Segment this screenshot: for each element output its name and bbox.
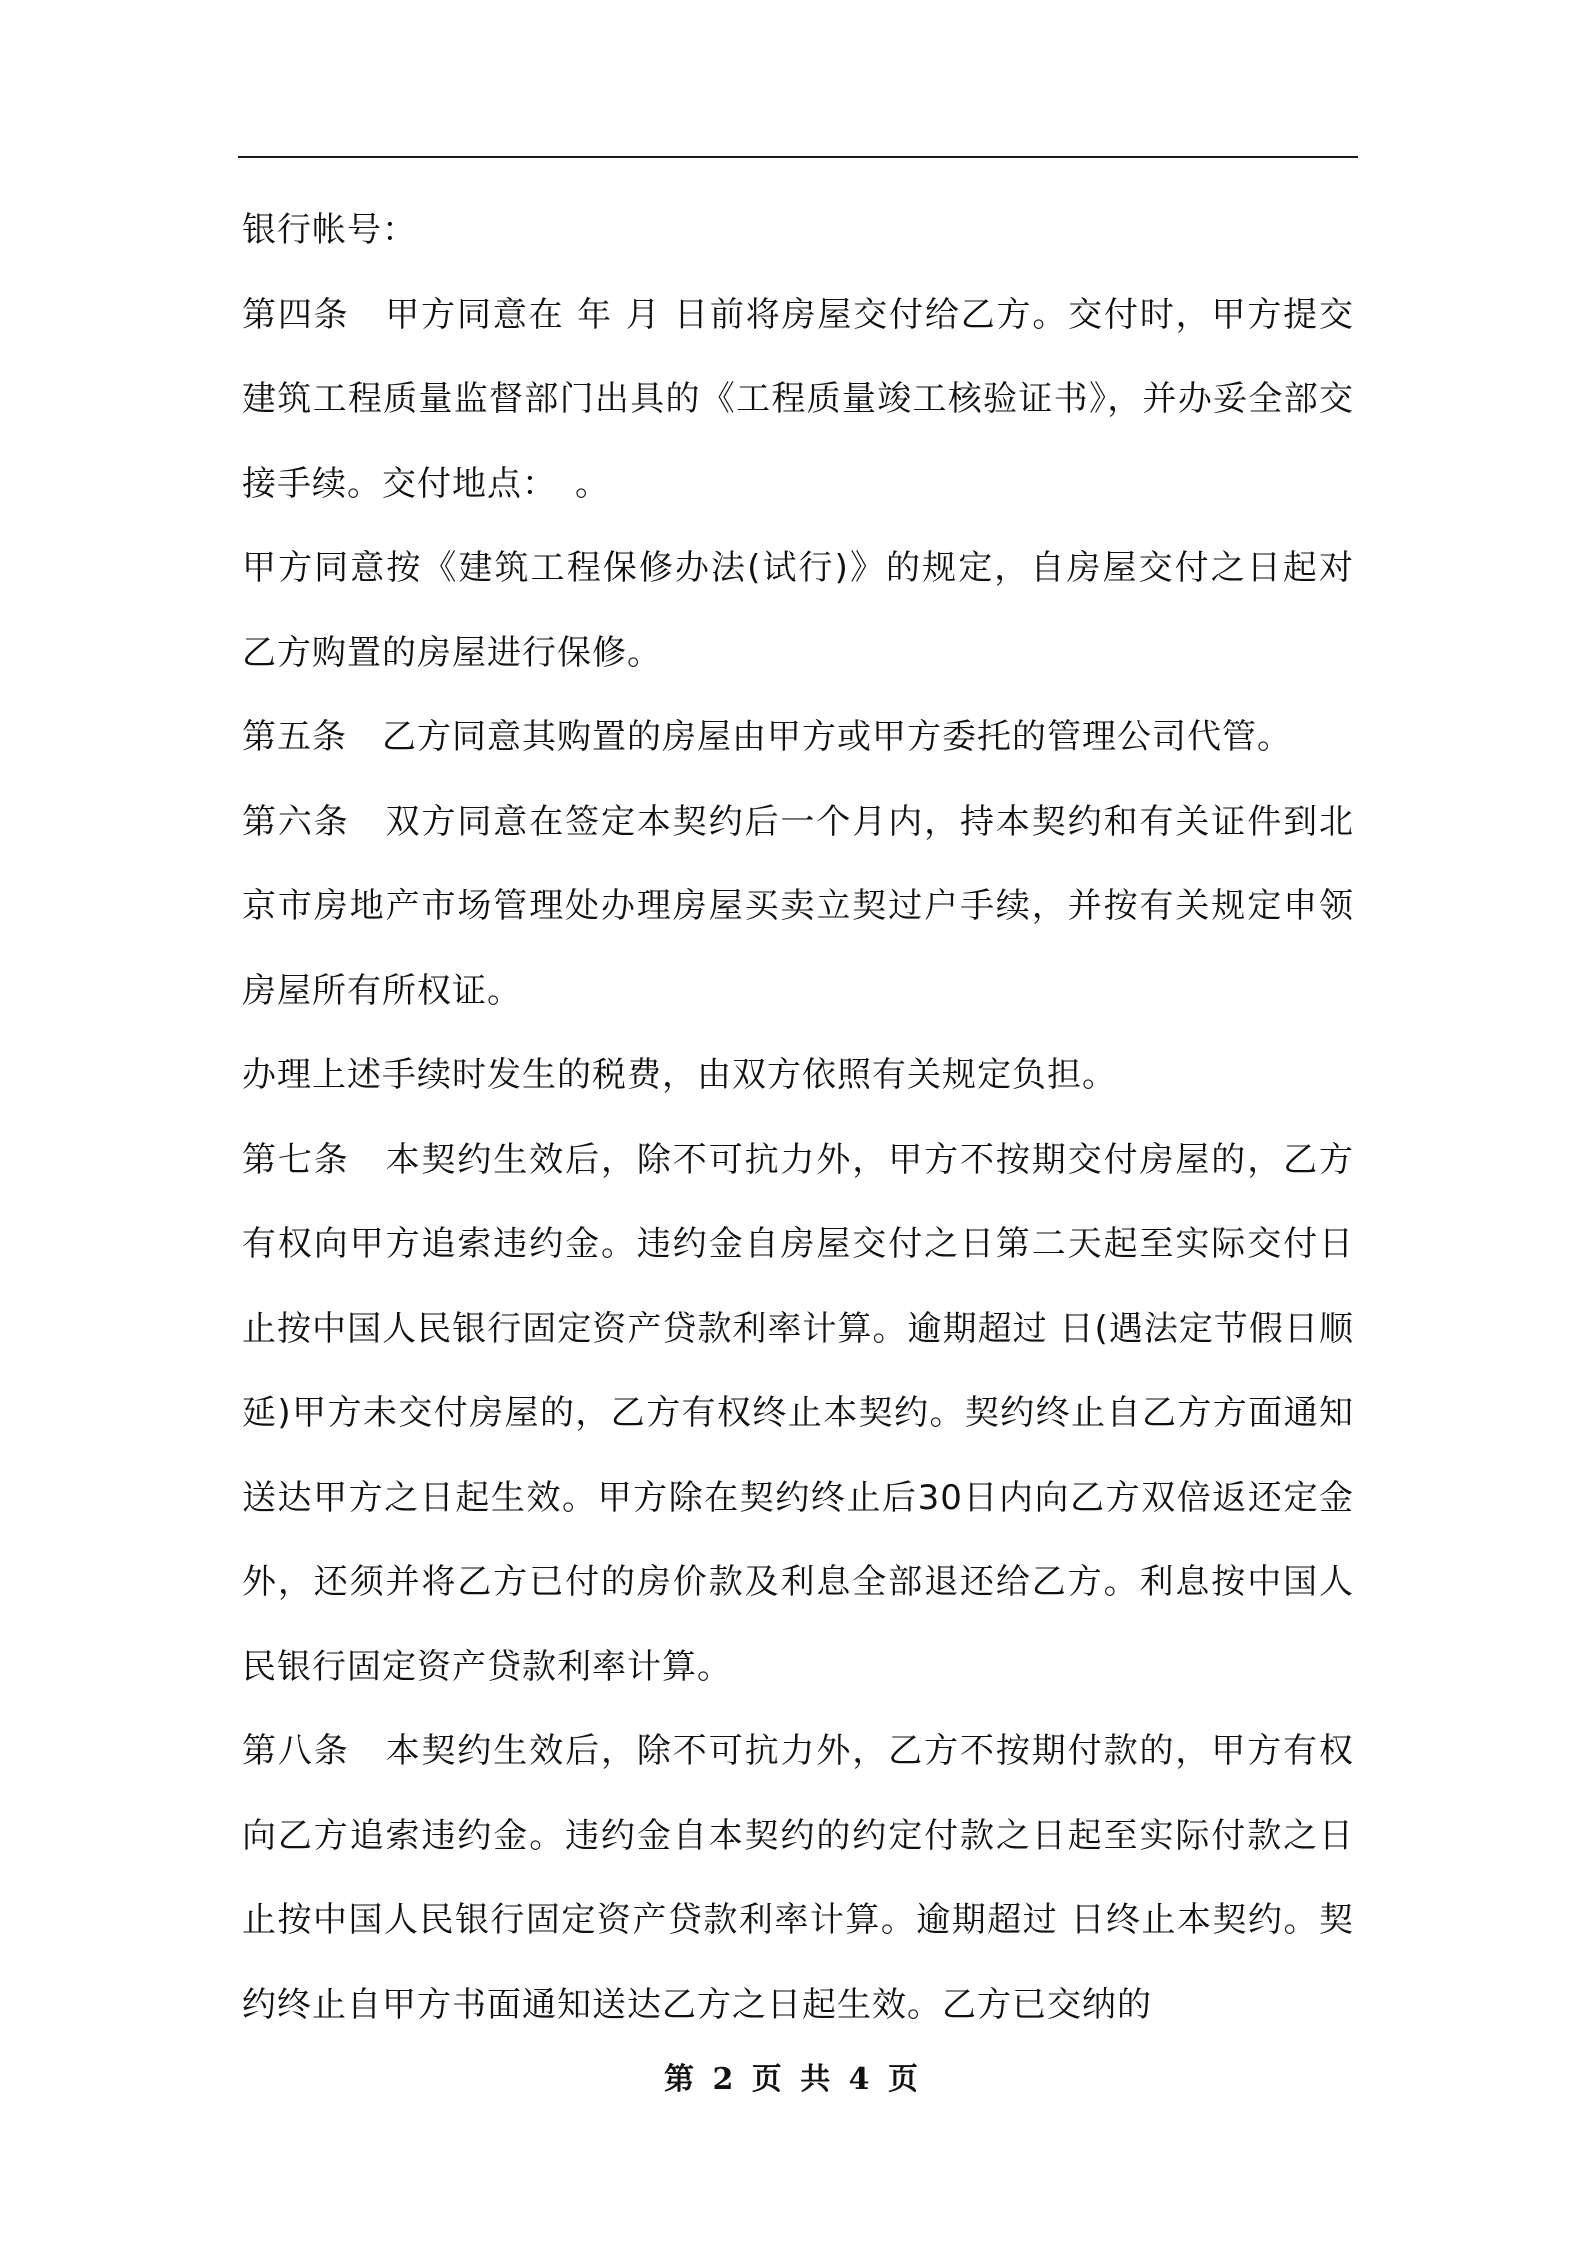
- header-rule: [238, 156, 1358, 158]
- document-body: [242, 188, 1354, 2047]
- paragraph-article-6: 第六条 双方同意在签定本契约后一个月内，持本契约和有关证件到北京市房地产市场管理处办理房屋买卖立契过户手续，并按有关规定申领房屋所有所权证。: [242, 801, 1354, 1011]
- paragraph-bank-account: 银行帐号：: [242, 210, 417, 250]
- paragraph-warranty: 甲方同意按《建筑工程保修办法(试行)》的规定，自房屋交付之日起对乙方购置的房屋进行保修。: [242, 548, 1354, 673]
- paragraph-taxes: 办理上述手续时发生的税费，由双方依照有关规定负担。: [242, 1055, 1117, 1095]
- page-number-footer: 第 2 页 共 4 页: [664, 2062, 922, 2097]
- paragraph-article-4: 第四条 甲方同意在 年 月 日前将房屋交付给乙方。交付时，甲方提交建筑工程质量监督部门出具的《工程质量竣工核验证书》，并办妥全部交接手续。交付地点： 。: [242, 294, 1354, 504]
- paragraph-article-5: 第五条 乙方同意其购置的房屋由甲方或甲方委托的管理公司代管。: [242, 717, 1292, 757]
- paragraph-article-8: 第八条 本契约生效后，除不可抗力外，乙方不按期付款的，甲方有权向乙方追索违约金。违约金自本契约的约定付款之日起至实际付款之日止按中国人民银行固定资产贷款利率计算。逾期超过 日终止本契约。契约终止自甲方书面通知送达乙方之日起生效。乙方已交纳的: [242, 1731, 1354, 2025]
- paragraph-article-7: 第七条 本契约生效后，除不可抗力外，甲方不按期交付房屋的，乙方有权向甲方追索违约金。违约金自房屋交付之日第二天起至实际交付日止按中国人民银行固定资产贷款利率计算。逾期超过 日(遇法定节假日顺延)甲方未交付房屋的，乙方有权终止本契约。契约终止自乙方方面通知送达甲方之日起生效。甲方除在契约终止后30日内向乙方双倍返还定金外，还须并将乙方已付的房价款及利息全部退还给乙方。利息按中国人民银行固定资产贷款利率计算。: [242, 1139, 1354, 1687]
